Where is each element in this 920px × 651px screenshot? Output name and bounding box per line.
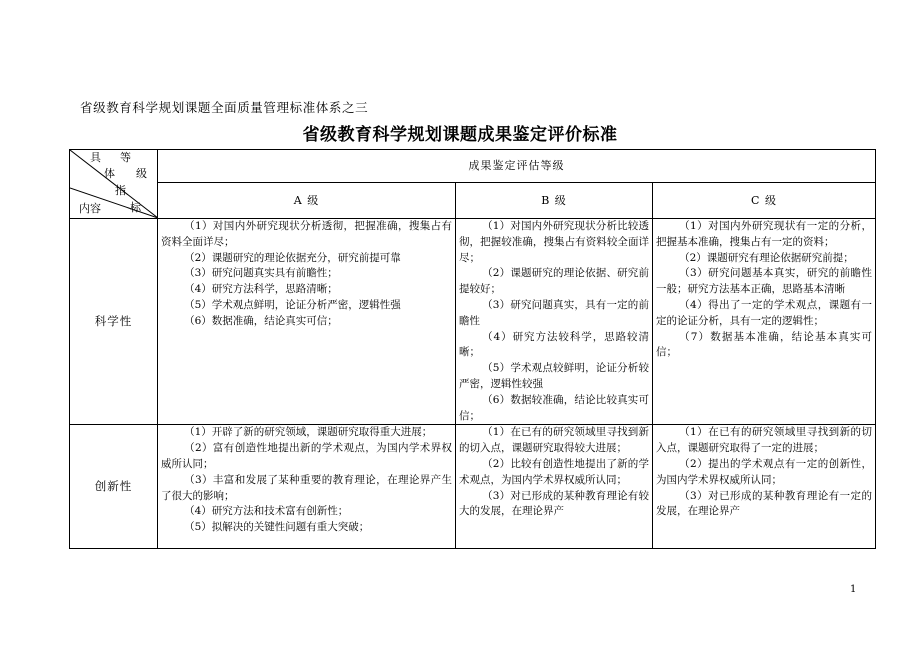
- criterion-item: （2）课题研究的理论依据充分，研究前提可靠: [184, 251, 401, 264]
- criterion-item: （3）研究问题基本真实，研究的前瞻性一般；研究方法基本正确，思路基本清晰: [656, 267, 873, 296]
- row-label-scientific: 科学性: [70, 219, 158, 425]
- criterion-item: （6）数据较准确，结论比较真实可信；: [459, 393, 649, 422]
- criterion-item: （2）课题研究的理论依据、研究前提较好；: [459, 267, 649, 296]
- criterion-item: （2）课题研究有理论依据研究前提；: [679, 251, 854, 264]
- criterion-item: （4）研究方法和技术富有创新性；: [184, 505, 349, 518]
- table-row-scientific: [70, 219, 876, 425]
- criterion-item: （1）开辟了新的研究领域，课题研究取得重大进展；: [184, 426, 433, 439]
- evaluation-table: [69, 149, 876, 549]
- document-subtitle: 省级教育科学规划课题全面质量管理标准体系之三: [80, 100, 369, 115]
- cell-scientific-b: [456, 219, 653, 425]
- grade-c-header: C 级: [653, 183, 876, 219]
- cell-innovative-c: [653, 425, 876, 549]
- page-number: 1: [850, 584, 857, 595]
- criterion-item: （3）对已形成的某种教育理论有较大的发展，在理论界产: [459, 489, 649, 518]
- criterion-item: （1）在已有的研究领域里寻找到新的切入点，课题研究取得较大进展；: [459, 426, 649, 455]
- grade-group-header: 成果鉴定评估等级: [158, 150, 876, 183]
- criterion-item: （5）拟解决的关键性问题有重大突破；: [184, 521, 370, 534]
- criterion-item: （5）学术观点鲜明，论证分析严密，逻辑性强: [184, 298, 401, 311]
- criterion-item: （1）在已有的研究领域里寻找到新的切入点，课题研究取得了一定的进展；: [656, 426, 873, 455]
- row-label-innovative: 创新性: [70, 425, 158, 549]
- criterion-item: （3）丰富和发展了某种重要的教育理论，在理论界产生了很大的影响；: [161, 473, 452, 502]
- corner-label-ti: 体: [104, 167, 115, 180]
- criterion-item: （6）数据准确，结论真实可信；: [184, 314, 338, 327]
- criterion-item: （5）学术观点较鲜明，论证分析较严密，逻辑性较强: [459, 362, 649, 390]
- criterion-item: （3）研究问题真实具有前瞻性；: [184, 267, 338, 280]
- criterion-item: （1）对国内外研究现状分析比较透彻，把握较准确，搜集占有资料较全面详尽；: [459, 220, 649, 264]
- criterion-item: （2）提出的学术观点有一定的创新性，为国内学术界权威所认同；: [656, 457, 873, 486]
- criterion-item: （2）比较有创造性地提出了新的学术观点，为国内学术界权威所认同；: [459, 457, 649, 486]
- corner-label-ju: 具: [90, 151, 101, 164]
- criterion-item: （1）对国内外研究现状有一定的分析，把握基本准确，搜集占有一定的资料；: [656, 220, 873, 248]
- corner-label-neirong: 内容: [79, 202, 101, 215]
- criterion-item: （1）对国内外研究现状分析透彻，把握准确，搜集占有资料全面详尽；: [161, 220, 452, 248]
- table-corner-header: [70, 150, 158, 219]
- criterion-item: （4）研究方法较科学，思路较清晰；: [459, 330, 649, 359]
- corner-label-ji: 级: [136, 167, 147, 180]
- corner-label-zhi: 指: [115, 184, 126, 197]
- cell-innovative-a: [158, 425, 456, 549]
- criterion-item: （4）研究方法科学，思路清晰；: [184, 283, 338, 296]
- cell-scientific-c: [653, 219, 876, 425]
- criterion-item: （3）研究问题真实，具有一定的前瞻性: [459, 298, 649, 327]
- cell-scientific-a: [158, 219, 456, 425]
- table-row-innovative: [70, 425, 876, 549]
- criterion-item: （2）富有创造性地提出新的学术观点，为国内学术界权威所认同；: [161, 442, 452, 470]
- corner-label-biao: 标: [130, 201, 141, 214]
- grade-a-header: A 级: [158, 183, 456, 219]
- criterion-item: （7）数据基本准确，结论基本真实可信；: [656, 330, 873, 359]
- cell-innovative-b: [456, 425, 653, 549]
- grade-b-header: B 级: [456, 183, 653, 219]
- document-title: 省级教育科学规划课题成果鉴定评价标准: [302, 125, 618, 145]
- corner-label-deng: 等: [120, 151, 131, 164]
- criterion-item: （3）对已形成的某种教育理论有一定的发展，在理论界产: [656, 489, 873, 518]
- criterion-item: （4）得出了一定的学术观点，课题有一定的论证分析，具有一定的逻辑性；: [656, 298, 873, 327]
